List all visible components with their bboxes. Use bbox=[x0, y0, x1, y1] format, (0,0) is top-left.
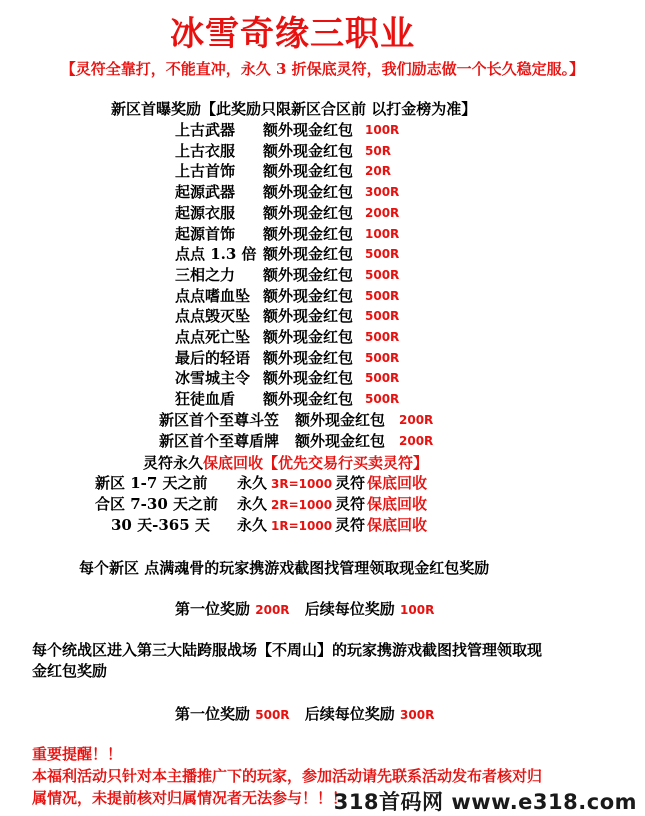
reward-item-name: 起源武器 bbox=[175, 183, 236, 202]
reward-item-name: 新区首个至尊盾牌 bbox=[159, 432, 280, 450]
reward-bonus-label: 额外现金红包 bbox=[263, 348, 354, 367]
newzone-item-row bbox=[175, 224, 435, 244]
reward-item-name: 上古武器 bbox=[175, 121, 236, 139]
reward-amount: 300R bbox=[365, 185, 400, 200]
newzone-item-row bbox=[175, 306, 435, 326]
reward-amount: 500R bbox=[365, 309, 400, 324]
battle-first-label: 第一位奖励 bbox=[175, 705, 251, 723]
reward-amount: 500R bbox=[365, 371, 400, 386]
newzone-item-row bbox=[175, 182, 435, 202]
newzone-item-row bbox=[175, 203, 435, 223]
recycle-row bbox=[95, 473, 455, 493]
battle-text-line2: 金红包奖励 bbox=[32, 662, 108, 680]
reward-amount: 200R bbox=[399, 434, 434, 448]
soul-next-amount: 100R bbox=[400, 603, 435, 617]
newzone-item-row bbox=[175, 327, 435, 347]
tagline: 【灵符全靠打，不能直冲，永久 3 折保底灵符，我们励志做一个长久稳定服。】 bbox=[60, 60, 585, 78]
reward-bonus-label: 额外现金红包 bbox=[263, 121, 354, 139]
reward-item-name: 点点死亡坠 bbox=[175, 328, 251, 346]
battle-next-amount: 300R bbox=[400, 708, 435, 722]
reward-item-name: 狂徒血盾 bbox=[175, 390, 236, 409]
reward-item-name: 上古首饰 bbox=[175, 162, 236, 181]
reward-amount: 500R bbox=[365, 350, 400, 365]
reward-item-name: 新区首个至尊斗笠 bbox=[159, 411, 280, 429]
newzone-item-row bbox=[175, 141, 435, 161]
soul-bone-rewards bbox=[175, 599, 434, 620]
newzone-item-row bbox=[175, 265, 435, 285]
reward-item-name: 点点毁灭坠 bbox=[175, 307, 251, 326]
newzone-item-row bbox=[175, 161, 435, 181]
reward-amount: 500R bbox=[365, 267, 400, 282]
reward-amount: 20R bbox=[365, 164, 391, 179]
newzone-header: 新区首曝奖励【此奖励只限新区合区前 以打金榜为准】 bbox=[111, 100, 477, 118]
soul-first-label: 第一位奖励 bbox=[175, 600, 251, 618]
reward-item-name: 起源首饰 bbox=[175, 224, 236, 243]
reward-amount: 200R bbox=[365, 205, 400, 220]
watermark: 318首码网 www.e318.com bbox=[333, 790, 637, 814]
recycle-perm: 永久 bbox=[237, 495, 268, 513]
reward-bonus-label: 额外现金红包 bbox=[263, 328, 354, 346]
battle-next-label: 后续每位奖励 bbox=[304, 705, 395, 723]
reward-amount: 200R bbox=[399, 413, 434, 427]
reward-amount: 500R bbox=[365, 392, 400, 407]
reward-item-name: 上古衣服 bbox=[175, 141, 236, 160]
soul-next-label: 后续每位奖励 bbox=[304, 600, 395, 618]
page-title: 冰雪奇缘三职业 bbox=[170, 14, 415, 54]
recycle-perm: 永久 bbox=[237, 474, 268, 492]
reward-item-name: 起源衣服 bbox=[175, 203, 236, 222]
recycle-header-a: 灵符永久 bbox=[143, 454, 204, 472]
reward-bonus-label: 额外现金红包 bbox=[263, 203, 354, 222]
reward-bonus-label: 额外现金红包 bbox=[263, 224, 354, 243]
newzone-item-row bbox=[175, 286, 435, 306]
reward-item-name: 点点嗜血坠 bbox=[175, 286, 251, 305]
recycle-unit: 灵符 bbox=[335, 495, 366, 513]
recycle-zone: 新区 1-7 天之前 bbox=[95, 474, 208, 492]
reward-bonus-label: 额外现金红包 bbox=[295, 432, 386, 450]
recycle-tail: 保底回收 bbox=[367, 495, 428, 513]
notice-title: 重要提醒！！ bbox=[32, 745, 123, 763]
reward-bonus-label: 额外现金红包 bbox=[263, 286, 354, 305]
reward-amount: 50R bbox=[365, 143, 391, 158]
newzone-item-row bbox=[175, 120, 435, 140]
battle-rewards bbox=[175, 704, 434, 725]
reward-bonus-label: 额外现金红包 bbox=[263, 265, 354, 284]
reward-item-name: 点点 1.3 倍 bbox=[175, 245, 257, 264]
reward-bonus-label: 额外现金红包 bbox=[263, 162, 354, 181]
newzone-extra-row bbox=[159, 431, 459, 451]
reward-bonus-label: 额外现金红包 bbox=[263, 183, 354, 202]
reward-item-name: 最后的轻语 bbox=[175, 348, 251, 367]
recycle-row bbox=[111, 515, 471, 535]
reward-amount: 500R bbox=[365, 288, 400, 303]
notice-line1: 本福利活动只针对本主播推广下的玩家，参加活动请先联系活动发布者核对归 bbox=[32, 767, 543, 785]
reward-amount: 100R bbox=[365, 123, 400, 137]
soul-first-amount: 200R bbox=[255, 603, 290, 617]
recycle-zone: 30 天-365 天 bbox=[111, 516, 210, 534]
reward-amount: 500R bbox=[365, 247, 400, 262]
newzone-item-row bbox=[175, 348, 435, 368]
recycle-header bbox=[143, 453, 428, 473]
notice-line2: 属情况，未提前核对归属情况者无法参与！！！ bbox=[32, 789, 348, 807]
newzone-extra-row bbox=[159, 410, 459, 430]
recycle-zone: 合区 7-30 天之前 bbox=[95, 495, 218, 513]
recycle-tail: 保底回收 bbox=[367, 474, 428, 492]
recycle-perm: 永久 bbox=[237, 516, 268, 534]
soul-bone-text: 每个新区 点满魂骨的玩家携游戏截图找管理领取现金红包奖励 bbox=[79, 559, 490, 577]
recycle-unit: 灵符 bbox=[335, 474, 366, 492]
recycle-rate: 3R=1000 bbox=[271, 477, 333, 491]
newzone-item-row bbox=[175, 244, 435, 264]
reward-item-name: 三相之力 bbox=[175, 265, 236, 284]
recycle-row bbox=[95, 494, 455, 514]
recycle-header-b: 保底回收【优先交易行买卖灵符】 bbox=[203, 454, 429, 472]
battle-first-amount: 500R bbox=[255, 708, 290, 722]
recycle-unit: 灵符 bbox=[335, 516, 366, 534]
newzone-item-row bbox=[175, 368, 435, 388]
reward-bonus-label: 额外现金红包 bbox=[295, 411, 386, 429]
newzone-item-row bbox=[175, 389, 435, 409]
reward-amount: 500R bbox=[365, 330, 400, 344]
reward-bonus-label: 额外现金红包 bbox=[263, 369, 354, 388]
reward-bonus-label: 额外现金红包 bbox=[263, 141, 354, 160]
reward-bonus-label: 额外现金红包 bbox=[263, 245, 354, 264]
recycle-rate: 2R=1000 bbox=[271, 498, 333, 512]
reward-bonus-label: 额外现金红包 bbox=[263, 307, 354, 326]
reward-amount: 100R bbox=[365, 226, 400, 241]
battle-text-line1: 每个统战区进入第三大陆跨服战场【不周山】的玩家携游戏截图找管理领取现 bbox=[32, 641, 543, 659]
reward-bonus-label: 额外现金红包 bbox=[263, 390, 354, 409]
reward-item-name: 冰雪城主令 bbox=[175, 369, 251, 388]
recycle-rate: 1R=1000 bbox=[271, 519, 333, 533]
recycle-tail: 保底回收 bbox=[367, 516, 428, 534]
